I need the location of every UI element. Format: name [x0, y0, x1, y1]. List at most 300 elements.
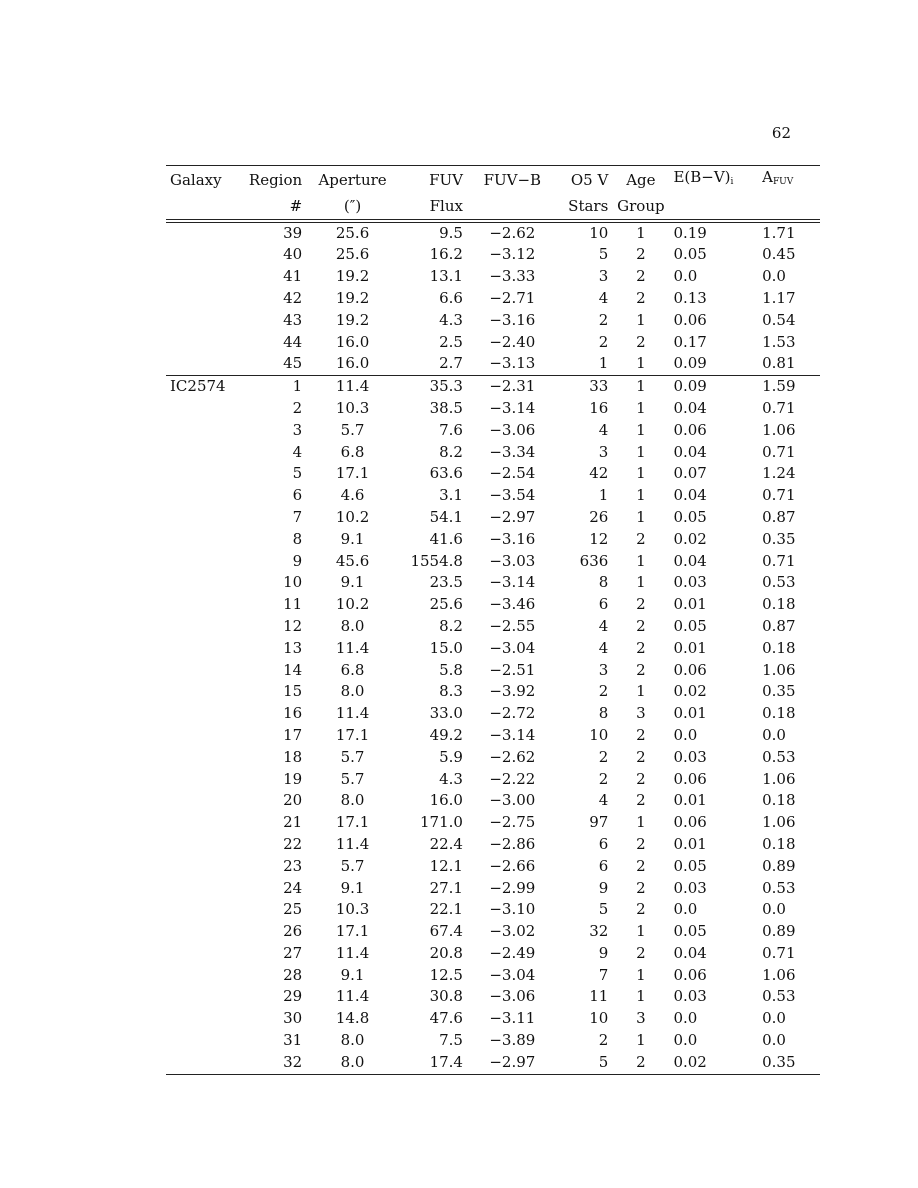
cell-ebv: 0.01	[673, 834, 707, 853]
cell-galaxy	[166, 398, 240, 420]
table-row	[166, 221, 820, 245]
cell-fuv-flux: 7.5	[439, 1031, 463, 1050]
cell-fuv-b: −3.00	[489, 791, 536, 810]
cell-fuv-flux: 47.6	[429, 1009, 463, 1028]
table-row	[166, 507, 820, 529]
cell-region: 6	[292, 486, 303, 505]
cell-aperture: 9.1	[340, 878, 365, 897]
cell-age-group: 2	[636, 638, 646, 657]
cell-region: 2	[292, 398, 303, 417]
cell-fuv-flux: 41.6	[429, 529, 463, 548]
cell-fuv-flux: 4.3	[439, 310, 463, 329]
cell-aperture: 10.3	[335, 398, 370, 417]
cell-fuv-b: −2.49	[489, 943, 536, 962]
col-header-galaxy: Galaxy	[170, 170, 222, 189]
cell-galaxy	[166, 943, 240, 965]
cell-aperture: 25.6	[335, 245, 370, 264]
cell-fuv-flux: 13.1	[429, 267, 463, 286]
cell-fuv-b: −3.33	[489, 267, 536, 286]
cell-ebv: 0.09	[673, 354, 707, 373]
cell-age-group: 2	[636, 747, 646, 766]
cell-o5v-stars: 4	[598, 420, 609, 439]
cell-fuv-flux: 20.8	[429, 943, 463, 962]
cell-afuv: 0.0	[762, 267, 786, 286]
cell-afuv: 0.71	[762, 943, 796, 962]
col-header-afuv-sub	[758, 195, 820, 221]
cell-ebv: 0.05	[673, 507, 707, 526]
cell-region: 29	[283, 987, 303, 1006]
col-header-age: Age	[626, 170, 656, 189]
cell-aperture: 9.1	[340, 529, 365, 548]
cell-o5v-stars: 3	[598, 660, 609, 679]
table-row	[166, 485, 820, 507]
cell-region: 40	[283, 245, 303, 264]
cell-o5v-stars: 11	[589, 987, 609, 1006]
cell-ebv: 0.03	[673, 878, 707, 897]
cell-o5v-stars: 4	[598, 288, 609, 307]
cell-o5v-stars: 4	[598, 638, 609, 657]
cell-o5v-stars: 12	[589, 529, 609, 548]
cell-fuv-flux: 3.1	[439, 486, 463, 505]
cell-afuv: 1.06	[762, 420, 796, 439]
cell-o5v-stars: 8	[598, 573, 609, 592]
cell-region: 20	[283, 791, 303, 810]
cell-o5v-stars: 636	[579, 551, 609, 570]
cell-age-group: 3	[636, 704, 646, 723]
cell-fuv-b: −3.54	[489, 486, 536, 505]
table-row	[166, 660, 820, 682]
cell-fuv-flux: 22.1	[429, 900, 463, 919]
table-row	[166, 463, 820, 485]
table-row	[166, 856, 820, 878]
cell-ebv: 0.02	[669, 1052, 758, 1074]
cell-fuv-b: −2.22	[489, 769, 536, 788]
cell-age-group: 1	[636, 398, 646, 417]
cell-region: 18	[283, 747, 303, 766]
cell-fuv-b: −3.06	[489, 987, 536, 1006]
cell-region: 19	[283, 769, 303, 788]
table-row	[166, 703, 820, 725]
cell-o5v-stars: 33	[558, 376, 613, 398]
cell-age-group: 1	[636, 310, 646, 329]
cell-o5v-stars: 5	[558, 1052, 613, 1074]
cell-fuv-b: −2.75	[489, 813, 536, 832]
cell-o5v-stars: 97	[589, 813, 609, 832]
cell-aperture: 19.2	[335, 267, 370, 286]
cell-aperture: 17.1	[335, 464, 370, 483]
cell-ebv: 0.06	[673, 965, 707, 984]
cell-galaxy	[166, 221, 240, 245]
table-row	[166, 398, 820, 420]
col-header-fuv: FUV	[429, 170, 463, 189]
cell-o5v-stars: 5	[598, 245, 609, 264]
table-row	[166, 353, 820, 375]
table-row	[166, 244, 820, 266]
cell-region: 42	[283, 288, 303, 307]
col-header-aperture-sub: (″)	[306, 195, 399, 221]
cell-region: 24	[283, 878, 303, 897]
cell-afuv: 0.0	[762, 725, 786, 744]
cell-fuv-b: −3.16	[489, 529, 536, 548]
cell-o5v-stars: 42	[589, 464, 609, 483]
cell-region: 13	[283, 638, 303, 657]
cell-ebv: 0.0	[673, 725, 698, 744]
table-row	[166, 1052, 820, 1074]
cell-galaxy	[166, 442, 240, 464]
cell-ebv: 0.04	[673, 486, 707, 505]
cell-ebv: 0.0	[673, 267, 698, 286]
cell-aperture: 11.4	[335, 704, 370, 723]
table-row	[166, 1008, 820, 1030]
table-row	[166, 420, 820, 442]
cell-region: 32	[240, 1052, 306, 1074]
cell-aperture: 10.3	[335, 900, 370, 919]
cell-galaxy	[166, 965, 240, 987]
cell-afuv: 0.53	[762, 747, 796, 766]
cell-aperture: 11.4	[335, 834, 370, 853]
cell-afuv: 0.81	[762, 354, 796, 373]
cell-o5v-stars: 6	[598, 834, 609, 853]
cell-afuv: 1.06	[762, 660, 796, 679]
cell-fuv-flux: 25.6	[429, 595, 463, 614]
cell-region: 45	[283, 354, 303, 373]
cell-o5v-stars: 6	[598, 856, 609, 875]
cell-aperture: 16.0	[335, 332, 370, 351]
cell-fuv-flux: 2.5	[439, 332, 463, 351]
cell-age-group: 2	[636, 900, 646, 919]
cell-aperture: 17.1	[335, 813, 370, 832]
cell-galaxy	[166, 1030, 240, 1052]
table-row	[166, 594, 820, 616]
cell-galaxy	[166, 878, 240, 900]
cell-galaxy	[166, 921, 240, 943]
cell-afuv: 0.54	[762, 310, 796, 329]
cell-fuv-flux: 16.0	[429, 791, 463, 810]
cell-age-group: 1	[636, 922, 646, 941]
col-header-fuv-b-sub	[467, 195, 558, 221]
cell-region: 21	[283, 813, 303, 832]
cell-aperture: 8.0	[340, 682, 365, 701]
cell-aperture: 8.0	[340, 791, 365, 810]
table-row	[166, 638, 820, 660]
col-header-aperture: Aperture	[318, 170, 387, 189]
ebv-label: E(B−V)	[673, 168, 731, 186]
cell-age-group: 2	[636, 245, 646, 264]
cell-ebv: 0.05	[673, 856, 707, 875]
cell-age-group: 1	[636, 682, 646, 701]
cell-o5v-stars: 26	[589, 507, 609, 526]
cell-ebv: 0.07	[673, 464, 707, 483]
cell-fuv-b: −3.14	[489, 398, 536, 417]
cell-galaxy	[166, 899, 240, 921]
afuv-subscript: FUV	[772, 177, 794, 187]
cell-afuv: 0.18	[762, 595, 796, 614]
cell-fuv-flux: 15.0	[429, 638, 463, 657]
cell-aperture: 10.2	[335, 595, 370, 614]
cell-aperture: 5.7	[340, 856, 365, 875]
cell-region: 31	[283, 1031, 303, 1050]
cell-afuv: 0.53	[762, 987, 796, 1006]
cell-galaxy: IC2574	[166, 376, 240, 398]
cell-fuv-b: −3.13	[489, 354, 536, 373]
col-header-o5v: O5 V	[570, 170, 609, 189]
cell-region: 3	[292, 420, 303, 439]
cell-region: 10	[283, 573, 303, 592]
cell-ebv: 0.0	[673, 1031, 698, 1050]
cell-age-group: 1	[636, 420, 646, 439]
cell-ebv: 0.01	[673, 791, 707, 810]
cell-aperture: 10.2	[335, 507, 370, 526]
cell-aperture: 11.4	[335, 943, 370, 962]
cell-galaxy	[166, 834, 240, 856]
cell-ebv: 0.02	[673, 682, 707, 701]
cell-fuv-flux: 22.4	[429, 834, 463, 853]
cell-afuv: 1.17	[762, 288, 796, 307]
cell-fuv-flux: 5.8	[439, 660, 463, 679]
cell-galaxy	[166, 244, 240, 266]
cell-region: 43	[283, 310, 303, 329]
table-row	[166, 529, 820, 551]
table-row	[166, 616, 820, 638]
cell-fuv-b: −2.31	[467, 376, 558, 398]
cell-fuv-b: −3.14	[489, 573, 536, 592]
cell-ebv: 0.06	[673, 813, 707, 832]
cell-o5v-stars: 2	[598, 1031, 609, 1050]
cell-age-group: 1	[636, 442, 646, 461]
cell-ebv: 0.03	[673, 573, 707, 592]
cell-fuv-flux: 63.6	[429, 464, 463, 483]
cell-region: 30	[283, 1009, 303, 1028]
cell-age-group: 2	[636, 332, 646, 351]
cell-region: 1	[240, 376, 306, 398]
cell-age-group: 2	[612, 1052, 669, 1074]
table-row	[166, 1030, 820, 1052]
page-number: 62	[771, 124, 791, 142]
table-row	[166, 834, 820, 856]
cell-fuv-b: −3.34	[489, 442, 536, 461]
cell-fuv-b: −2.54	[489, 464, 536, 483]
cell-age-group: 1	[636, 987, 646, 1006]
cell-ebv: 0.02	[673, 529, 707, 548]
afuv-label: A	[762, 168, 773, 186]
cell-afuv: 1.06	[762, 769, 796, 788]
cell-galaxy	[166, 790, 240, 812]
cell-galaxy	[166, 986, 240, 1008]
cell-galaxy	[166, 529, 240, 551]
cell-galaxy	[166, 703, 240, 725]
cell-ebv: 0.01	[673, 704, 707, 723]
cell-aperture: 11.4	[306, 376, 399, 398]
cell-afuv: 0.35	[762, 682, 796, 701]
cell-afuv: 0.0	[762, 900, 786, 919]
cell-fuv-b: −3.12	[489, 245, 536, 264]
cell-ebv: 0.04	[673, 551, 707, 570]
cell-afuv: 0.87	[762, 616, 796, 635]
col-header-fuv-b: FUV−B	[483, 170, 542, 189]
cell-age-group: 1	[636, 573, 646, 592]
cell-o5v-stars: 1	[598, 354, 609, 373]
cell-ebv: 0.01	[673, 638, 707, 657]
cell-aperture: 5.7	[340, 769, 365, 788]
cell-afuv: 0.18	[762, 638, 796, 657]
cell-fuv-flux: 17.4	[399, 1052, 467, 1074]
cell-afuv: 0.53	[762, 878, 796, 897]
cell-age-group: 1	[636, 464, 646, 483]
col-header-afuv	[758, 166, 820, 195]
cell-fuv-b: −3.11	[489, 1009, 536, 1028]
cell-aperture: 8.0	[306, 1052, 399, 1074]
cell-galaxy	[166, 463, 240, 485]
cell-ebv: 0.17	[673, 332, 707, 351]
cell-o5v-stars: 32	[589, 922, 609, 941]
cell-afuv: 0.71	[762, 398, 796, 417]
cell-region: 12	[283, 616, 303, 635]
cell-fuv-flux: 1554.8	[410, 551, 463, 570]
cell-afuv: 0.0	[762, 1031, 786, 1050]
cell-afuv: 0.0	[762, 1009, 786, 1028]
cell-fuv-flux: 8.2	[439, 616, 463, 635]
cell-afuv: 0.71	[762, 442, 796, 461]
cell-fuv-b: −2.40	[489, 332, 536, 351]
cell-aperture: 14.8	[335, 1009, 370, 1028]
cell-ebv: 0.13	[673, 288, 707, 307]
cell-region: 44	[283, 332, 303, 351]
cell-fuv-b: −3.03	[489, 551, 536, 570]
cell-ebv: 0.09	[669, 376, 758, 398]
cell-region: 26	[283, 922, 303, 941]
cell-galaxy	[166, 616, 240, 638]
table-row	[166, 288, 820, 310]
cell-aperture: 45.6	[335, 551, 370, 570]
cell-galaxy	[166, 660, 240, 682]
table-row	[166, 266, 820, 288]
cell-galaxy	[166, 594, 240, 616]
cell-fuv-flux: 5.9	[439, 747, 463, 766]
cell-o5v-stars: 16	[589, 398, 609, 417]
cell-region: 7	[292, 507, 303, 526]
cell-aperture: 11.4	[335, 638, 370, 657]
cell-galaxy	[166, 1052, 240, 1074]
cell-fuv-flux: 33.0	[429, 704, 463, 723]
cell-region: 22	[283, 834, 303, 853]
cell-ebv: 0.05	[673, 616, 707, 635]
cell-afuv: 0.18	[762, 834, 796, 853]
cell-fuv-b: −2.62	[489, 223, 536, 242]
table-row	[166, 943, 820, 965]
cell-region: 25	[283, 900, 303, 919]
cell-fuv-b: −3.06	[489, 420, 536, 439]
cell-fuv-b: −2.71	[489, 288, 536, 307]
cell-region: 4	[292, 442, 303, 461]
cell-region: 39	[283, 223, 303, 242]
cell-region: 41	[283, 267, 303, 286]
cell-fuv-flux: 67.4	[429, 922, 463, 941]
table-header	[166, 166, 820, 221]
cell-galaxy	[166, 747, 240, 769]
cell-o5v-stars: 2	[598, 682, 609, 701]
header-row	[166, 195, 820, 221]
cell-o5v-stars: 9	[598, 878, 609, 897]
cell-afuv: 1.24	[762, 464, 796, 483]
cell-fuv-b: −3.10	[489, 900, 536, 919]
cell-fuv-flux: 8.3	[439, 682, 463, 701]
cell-age-group: 1	[636, 551, 646, 570]
cell-ebv: 0.03	[673, 987, 707, 1006]
table-row	[166, 551, 820, 573]
cell-age-group: 2	[636, 288, 646, 307]
cell-fuv-flux: 49.2	[429, 725, 463, 744]
cell-galaxy	[166, 266, 240, 288]
cell-ebv: 0.05	[673, 922, 707, 941]
cell-ebv: 0.06	[673, 420, 707, 439]
cell-age-group: 1	[636, 486, 646, 505]
cell-region: 16	[283, 704, 303, 723]
table-row	[166, 769, 820, 791]
cell-galaxy	[166, 485, 240, 507]
col-header-age-sub: Group	[612, 195, 669, 221]
cell-age-group: 1	[636, 354, 646, 373]
cell-aperture: 19.2	[335, 310, 370, 329]
data-table	[166, 165, 820, 1075]
cell-afuv: 1.06	[762, 813, 796, 832]
cell-fuv-flux: 9.5	[439, 223, 463, 242]
cell-afuv: 1.06	[762, 965, 796, 984]
cell-ebv: 0.04	[673, 442, 707, 461]
table-row	[166, 965, 820, 987]
cell-afuv: 0.35	[758, 1052, 820, 1074]
cell-age-group: 1	[612, 376, 669, 398]
cell-o5v-stars: 10	[589, 1009, 609, 1028]
col-header-o5v-sub: Stars	[558, 195, 613, 221]
cell-afuv: 0.45	[762, 245, 796, 264]
cell-galaxy	[166, 332, 240, 354]
cell-fuv-b: −2.97	[467, 1052, 558, 1074]
cell-fuv-b: −2.55	[489, 616, 536, 635]
cell-ebv: 0.06	[673, 769, 707, 788]
cell-afuv: 1.59	[758, 376, 820, 398]
cell-fuv-flux: 171.0	[420, 813, 463, 832]
table-row	[166, 921, 820, 943]
cell-ebv: 0.03	[673, 747, 707, 766]
cell-fuv-flux: 16.2	[429, 245, 463, 264]
cell-fuv-flux: 30.8	[429, 987, 463, 1006]
cell-region: 17	[283, 725, 303, 744]
cell-aperture: 11.4	[335, 987, 370, 1006]
table-row	[166, 332, 820, 354]
cell-o5v-stars: 2	[598, 332, 609, 351]
cell-fuv-b: −3.04	[489, 965, 536, 984]
cell-fuv-b: −3.02	[489, 922, 536, 941]
cell-aperture: 4.6	[340, 486, 365, 505]
cell-age-group: 3	[636, 1009, 646, 1028]
table-row	[166, 878, 820, 900]
cell-age-group: 1	[636, 1031, 646, 1050]
cell-aperture: 6.8	[340, 442, 365, 461]
table-row	[166, 572, 820, 594]
cell-galaxy	[166, 507, 240, 529]
cell-o5v-stars: 4	[598, 616, 609, 635]
cell-afuv: 1.71	[762, 223, 796, 242]
cell-ebv: 0.06	[673, 660, 707, 679]
cell-galaxy	[166, 288, 240, 310]
ebv-subscript: i	[730, 177, 734, 187]
cell-fuv-b: −2.72	[489, 704, 536, 723]
cell-age-group: 2	[636, 791, 646, 810]
cell-aperture: 5.7	[340, 747, 365, 766]
cell-age-group: 1	[636, 813, 646, 832]
cell-afuv: 0.89	[762, 922, 796, 941]
header-row	[166, 166, 820, 195]
